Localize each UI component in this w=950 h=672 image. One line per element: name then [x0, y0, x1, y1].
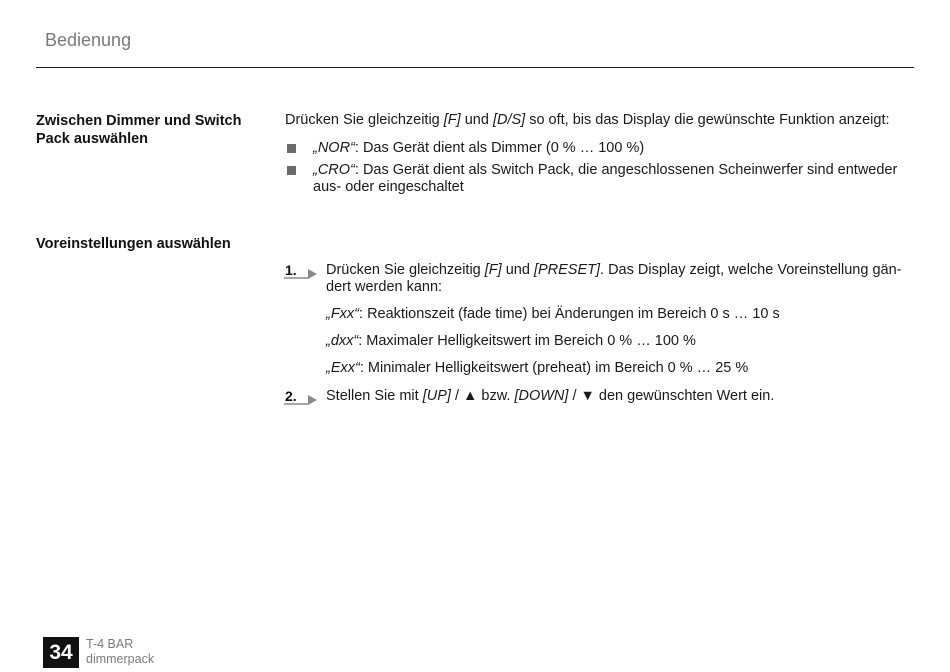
step-number-1: 1. [285, 262, 297, 278]
section-heading-dimmer-switch: Zwischen Dimmer und Switch Pack auswählen [36, 113, 242, 147]
section-heading-presets: Voreinstellungen auswählen [36, 236, 231, 252]
step1-line1: Drücken Sie gleichzeitig [F] und [PRESET]. Das Display zeigt, welche Voreinstellung gän- [326, 262, 902, 278]
page-number: 34 [43, 637, 79, 668]
step2-text: Stellen Sie mit [UP] / ▲ bzw. [DOWN] / ▼ den gewünschten Wert ein. [326, 388, 775, 404]
preset-option-dxx: „dxx“: Maximaler Helligkeitswert im Bereich 0 % … 100 % [326, 333, 696, 349]
bullet-item-cro: „CRO“: Das Gerät dient als Switch Pack, die angeschlossenen Scheinwerfer sind entweder aus- oder eingeschaltet [313, 162, 898, 195]
bullet-item-nor: „NOR“: Das Gerät dient als Dimmer (0 % … 100 %) [313, 140, 645, 156]
bullet-square-icon [287, 166, 296, 175]
step-number-2: 2. [285, 388, 297, 404]
footer-product-name: T-4 BAR [86, 637, 134, 651]
bullet-square-icon [287, 144, 296, 153]
footer-product-type: dimmerpack [86, 652, 155, 666]
triangle-up-icon: ▲ [463, 388, 478, 404]
page-header-title: Bedienung [45, 30, 132, 50]
header-divider [36, 67, 914, 68]
step1-line2: dert werden kann: [326, 279, 443, 295]
section1-intro: Drücken Sie gleichzeitig [F] und [D/S] so oft, bis das Display die gewünschte Funktion anzeigt: [285, 112, 890, 128]
step-arrow-icon [284, 392, 318, 406]
step-arrow-icon [284, 266, 318, 280]
triangle-down-icon: ▼ [580, 388, 595, 404]
preset-option-fxx: „Fxx“: Reaktionszeit (fade time) bei Änderungen im Bereich 0 s … 10 s [326, 306, 780, 322]
preset-option-exx: „Exx“: Minimaler Helligkeitswert (preheat) im Bereich 0 % … 25 % [326, 360, 749, 376]
